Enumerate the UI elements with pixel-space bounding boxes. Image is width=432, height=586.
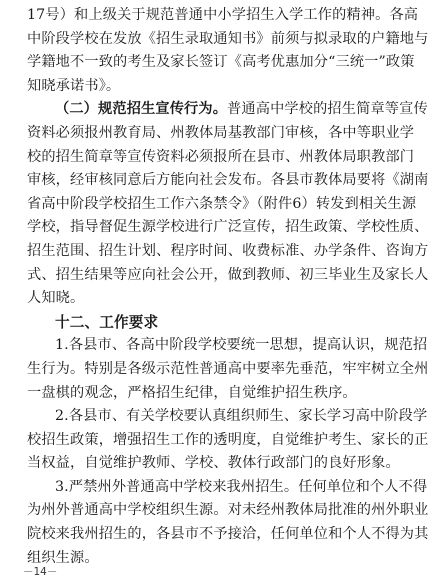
- section-2-title: （二）规范招生宣传行为。: [55, 101, 228, 118]
- paragraph-line: 招生范围、招生计划、程序时间、收费标准、办学条件、咨询方: [27, 242, 429, 259]
- section-12-heading: 十二、工作要求: [55, 313, 159, 331]
- paragraph-line: 一盘棋的观念，严格招生纪律，自觉维护招生秩序。: [27, 384, 357, 401]
- section-2-first-line: [27, 98, 428, 122]
- paragraph-line: 省高中阶段学校招生工作六条禁令》（附件6）转发到相关生源: [27, 195, 417, 212]
- paragraph-line: 中阶段学校在发放《招生录取通知书》前须与拟录取的户籍地与: [27, 30, 429, 47]
- paragraph-line: 当权益，自觉维护教师、学校、教体行政部门的良好形象。: [27, 455, 400, 472]
- section-2-text: 普通高中学校的招生简章等宣传: [227, 101, 428, 118]
- paragraph-line: 人知晓。: [27, 290, 85, 307]
- paragraph-line: 学籍地不一致的考生及家长签订《高考优惠加分“三统一”政策: [27, 54, 415, 71]
- paragraph-line: 审核，经审核同意后方能向社会发布。各县市教体局要将《湖南: [27, 172, 429, 189]
- item-3-first-line: 3.严禁州外普通高中学校来我州招生。任何单位和个人不得: [55, 478, 428, 495]
- paragraph-line: 17号）和上级关于规范普通中小学招生入学工作的精神。各高: [27, 7, 419, 23]
- paragraph-line: 为州外普通高中学校组织生源。对未经州教体局批准的州外职业: [27, 502, 429, 519]
- paragraph-line: 校的招生简章等宣传资料必须报所在县市、州教体局职教部门: [27, 148, 415, 165]
- paragraph-line: 知晓承诺书》。: [27, 77, 121, 94]
- page-number: －14－: [23, 566, 58, 578]
- paragraph-line: 组织生源。: [27, 549, 99, 566]
- paragraph-line: 生行为。特别是各级示范性普通高中要率先垂范，牢牢树立全州: [27, 360, 429, 377]
- paragraph-line: 学校，指导督促生源学校进行广泛宣传，招生政策、学校性质、: [27, 219, 429, 236]
- paragraph-line: 资料必须报州教育局、州教体局基教部门审核，各中等职业学: [27, 124, 415, 141]
- paragraph-line: 式、招生结果等应向社会公开，做到教师、初三毕业生及家长人: [27, 266, 429, 283]
- paragraph-line: 院校来我州招生的，各县市不予接洽，任何单位和个人不得为其: [27, 526, 429, 543]
- item-1-first-line: 1.各县市、各高中阶段学校要统一思想，提高认识，规范招: [55, 337, 428, 354]
- paragraph-line: 校招生政策，增强招生工作的透明度，自觉维护考生、家长的正: [27, 431, 429, 448]
- item-2-first-line: 2.各县市、有关学校要认真组织师生、家长学习高中阶段学: [55, 408, 428, 425]
